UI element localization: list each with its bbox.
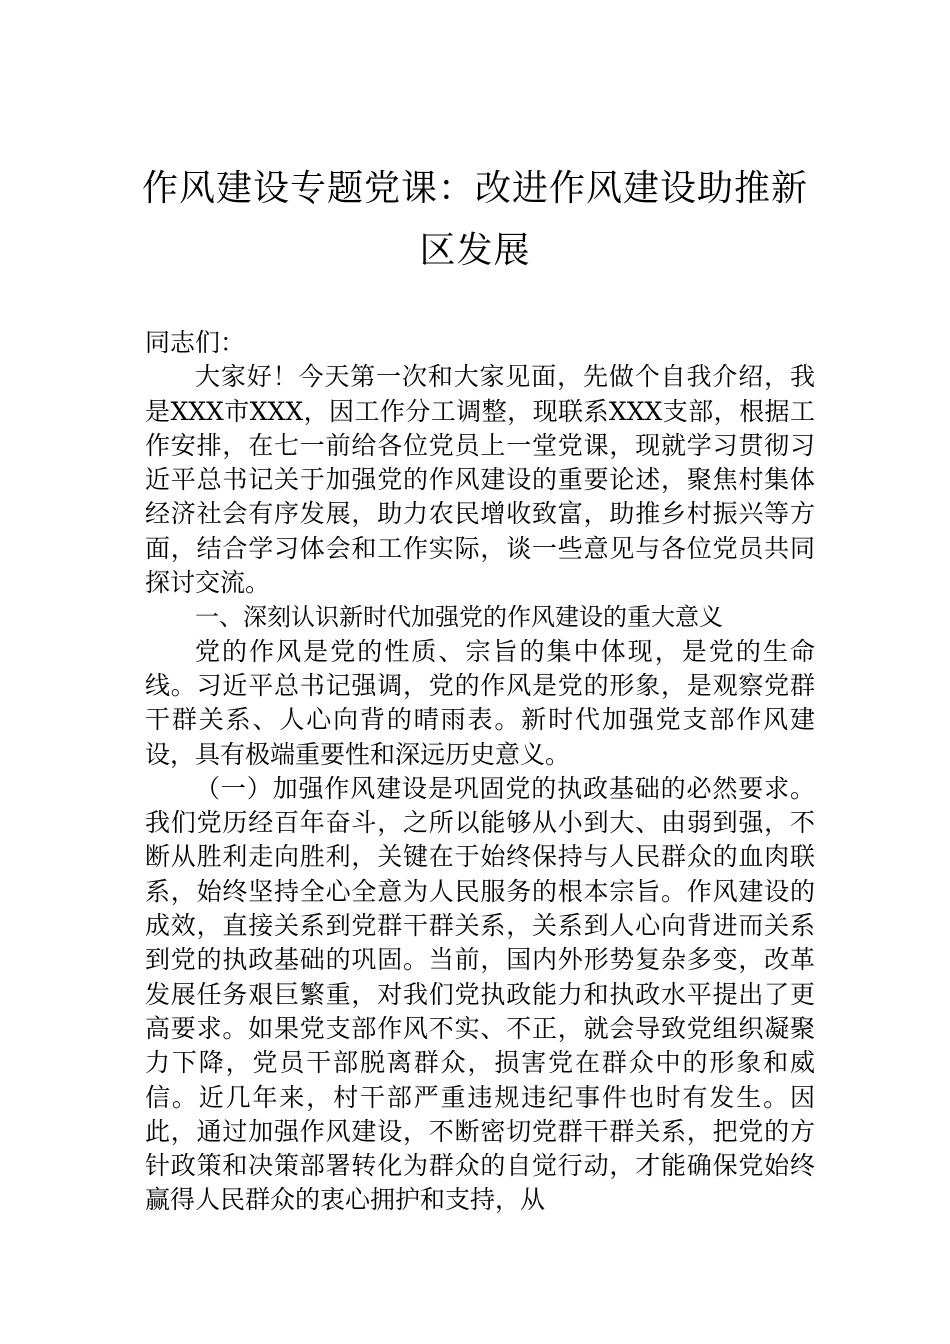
document-title bbox=[130, 158, 820, 282]
section-heading-1: 一、深刻认识新时代加强党的作风建设的重大意义 bbox=[195, 603, 723, 632]
salutation: 同志们： bbox=[145, 328, 246, 357]
document-body bbox=[145, 326, 815, 1218]
title-line-1: 作风建设专题党课：改进作风建设助推新 bbox=[141, 168, 808, 209]
title-line-2: 区发展 bbox=[419, 230, 531, 271]
section-1-paragraph: 党的作风是党的性质、宗旨的集中体现，是党的生命线。习近平总书记强调，党的作风是党的形象，是观察党群干群关系、人心向背的晴雨表。新时代加强党支部作风建设，具有极端重要性和深远历史意义。 bbox=[145, 636, 815, 769]
intro-paragraph: 大家好！今天第一次和大家见面，先做个自我介绍，我是XXX市XXX，因工作分工调整，现联系XXX支部，根据工作安排，在七一前给各位党员上一堂党课，现就学习贯彻习近平总书记关于加强党的作风建设的重要论述，聚焦村集体经济社会有序发展，助力农民增收致富，助推乡村振兴等方面，结合学习体会和工作实际，谈一些意见与各位党员共同探讨交流。 bbox=[145, 362, 815, 598]
subsection-1-paragraph: （一）加强作风建设是巩固党的执政基础的必然要求。我们党历经百年奋斗，之所以能够从小到大、由弱到强，不断从胜利走向胜利，关键在于始终保持与人民群众的血肉联系，始终坚持全心全意为人民服务的根本宗旨。作风建设的成效，直接关系到党群干群关系，关系到人心向背进而关系到党的执政基础的巩固。当前，国内外形势复杂多变，改革发展任务艰巨繁重，对我们党执政能力和执政水平提出了更高要求。如果党支部作风不实、不正，就会导致党组织凝聚力下降，党员干部脱离群众，损害党在群众中的形象和威信。近几年来，村干部严重违规违纪事件也时有发生。因此，通过加强作风建设，不断密切党群干群关系，把党的方针政策和决策部署转化为群众的自觉行动，才能确保党始终赢得人民群众的衷心拥护和支持，从 bbox=[145, 773, 815, 1215]
